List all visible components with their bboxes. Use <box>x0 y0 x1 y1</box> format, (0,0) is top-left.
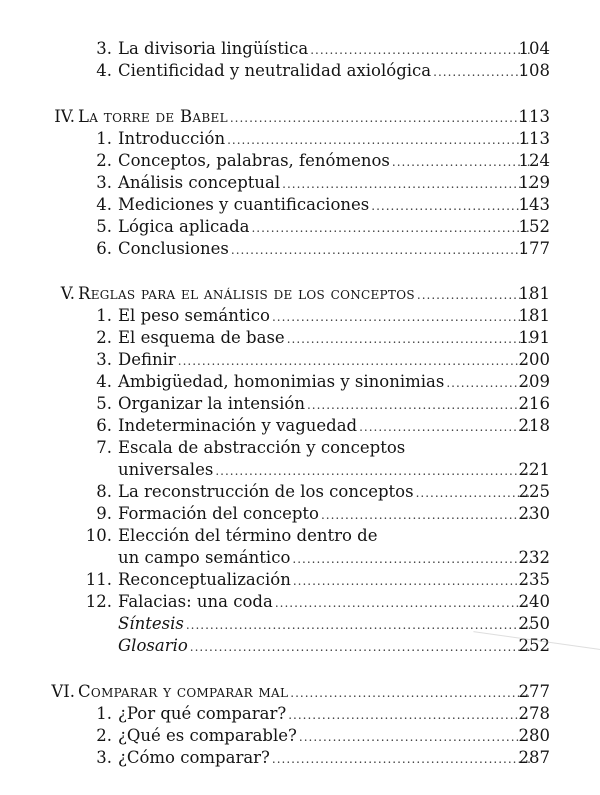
toc-entry-label: Reconceptualización <box>118 570 291 589</box>
toc-entry-label: Mediciones y cuantificaciones <box>118 195 370 214</box>
toc-entry-row <box>0 725 600 747</box>
toc-entry-number: 10. <box>85 526 112 545</box>
toc-page-number: 124 <box>518 151 550 170</box>
toc-entry-title <box>78 681 532 704</box>
toc-entry-title <box>78 283 532 306</box>
toc-page-number: 230 <box>518 504 550 523</box>
toc-page-number: 287 <box>518 748 550 767</box>
leader-dots <box>292 548 530 570</box>
leader-dots <box>272 748 530 770</box>
toc-entry-row <box>0 525 600 547</box>
leader-dots <box>251 217 530 239</box>
toc-entry-label: La divisoria lingüística <box>118 39 309 58</box>
toc-page-number: 104 <box>518 39 550 58</box>
toc-entry-number: 1. <box>96 704 112 723</box>
toc-entry-title <box>118 459 532 482</box>
toc-entry-number: V. <box>60 284 75 303</box>
toc-entry-title <box>118 150 532 173</box>
toc-entry-title <box>118 216 532 239</box>
leader-dots <box>230 107 530 129</box>
leader-dots <box>299 726 530 748</box>
toc-page-number: 240 <box>518 592 550 611</box>
toc-entry-row <box>0 503 600 525</box>
toc-chapter-row <box>0 283 600 305</box>
toc-page-number: 250 <box>518 614 550 633</box>
toc-entry-label: Organizar la intensión <box>118 394 305 413</box>
leader-dots <box>321 504 530 526</box>
leader-dots <box>288 704 530 726</box>
toc-page-number: 113 <box>518 107 550 126</box>
toc-entry-label: ¿Cómo comparar? <box>118 748 270 767</box>
toc-entry-title <box>118 128 532 151</box>
toc-entry-row <box>0 194 600 216</box>
toc-entry-title <box>118 238 532 261</box>
toc-entry-title <box>118 194 532 217</box>
toc-entry-label: Conclusiones <box>118 239 229 258</box>
toc-page-number: 209 <box>518 372 550 391</box>
toc-entry-row <box>0 393 600 415</box>
toc-entry-title <box>118 725 532 748</box>
toc-entry-number: 1. <box>96 129 112 148</box>
toc-entry-number: 11. <box>85 570 112 589</box>
toc-entry-title <box>118 503 532 526</box>
leader-dots <box>293 570 530 592</box>
toc-entry-row <box>0 437 600 459</box>
toc-page-number: 152 <box>518 217 550 236</box>
toc-entry-title <box>118 393 532 416</box>
toc-entry-row <box>0 591 600 613</box>
toc-entry-row <box>0 60 600 82</box>
toc-entry-row <box>0 371 600 393</box>
toc-entry-row <box>0 349 600 371</box>
toc-entry-row <box>0 128 600 150</box>
toc-entry-number: 2. <box>96 151 112 170</box>
leader-dots <box>215 460 530 482</box>
toc-entry-number: 5. <box>96 394 112 413</box>
toc-chapter-row <box>0 106 600 128</box>
toc-entry-title <box>118 591 532 614</box>
toc-entry-number: 1. <box>96 306 112 325</box>
toc-page-number: 278 <box>518 704 550 723</box>
toc-page-number: 113 <box>518 129 550 148</box>
leader-dots <box>227 129 530 151</box>
toc-entry-row <box>0 327 600 349</box>
toc-entry-label: Comparar y comparar mal <box>78 682 289 701</box>
toc-entry-row <box>0 547 600 569</box>
toc-entry-label: Indeterminación y vaguedad <box>118 416 358 435</box>
toc-page-number: 218 <box>518 416 550 435</box>
toc-entry-label: Reglas para el análisis de los conceptos <box>78 284 415 303</box>
toc-entry-row <box>0 481 600 503</box>
toc-entry-number: 6. <box>96 239 112 258</box>
toc-entry-row <box>0 459 600 481</box>
toc-entry-row <box>0 305 600 327</box>
toc-page-number: 280 <box>518 726 550 745</box>
toc-entry-title <box>118 613 532 636</box>
toc-entry-number: 3. <box>96 748 112 767</box>
leader-dots <box>307 394 530 416</box>
toc-entry-label: Formación del concepto <box>118 504 319 523</box>
toc-entry-label: ¿Por qué comparar? <box>118 704 287 723</box>
toc-entry-title <box>118 60 532 83</box>
toc-entry-title <box>118 547 532 570</box>
toc-entry-title <box>118 747 532 770</box>
toc-entry-label: El peso semántico <box>118 306 270 325</box>
toc-page-number: 216 <box>518 394 550 413</box>
toc-page-number: 200 <box>518 350 550 369</box>
toc-entry-title <box>118 327 532 350</box>
toc-page-number: 232 <box>518 548 550 567</box>
toc-entry-label: Introducción <box>118 129 226 148</box>
toc-page-number: 108 <box>518 61 550 80</box>
toc-page-number: 277 <box>518 682 550 701</box>
leader-dots <box>287 328 530 350</box>
toc-entry-label: La torre de Babel <box>78 107 228 126</box>
toc-entry-title <box>118 415 532 438</box>
leader-dots <box>275 592 530 614</box>
toc-entry-title <box>118 349 532 372</box>
toc-entry-label: Elección del término dentro de <box>118 526 378 545</box>
toc-entry-number: 9. <box>96 504 112 523</box>
toc-entry-number: 4. <box>96 195 112 214</box>
toc-entry-label: un campo semántico <box>118 548 291 567</box>
toc-entry-number: 8. <box>96 482 112 501</box>
toc-entry-label: Falacias: una coda <box>118 592 273 611</box>
toc-page-number: 177 <box>518 239 550 258</box>
toc-entry-label: La reconstrucción de los conceptos <box>118 482 414 501</box>
toc-entry-row <box>0 415 600 437</box>
toc-entry-number: 3. <box>96 350 112 369</box>
toc-entry-row <box>0 150 600 172</box>
toc-entry-label: Análisis conceptual <box>118 173 281 192</box>
toc-entry-row <box>0 238 600 260</box>
toc-entry-number: 12. <box>85 592 112 611</box>
toc-entry-label: Síntesis <box>118 614 184 633</box>
toc-entry-row <box>0 172 600 194</box>
leader-dots <box>282 173 530 195</box>
toc-entry-label: Ambigüedad, homonimias y sinonimias <box>118 372 445 391</box>
toc-entry-title <box>118 305 532 328</box>
toc-entry-row <box>0 38 600 60</box>
leader-dots <box>231 239 530 261</box>
toc-entry-number: 4. <box>96 61 112 80</box>
toc-page-number: 191 <box>518 328 550 347</box>
toc-entry-number: 4. <box>96 372 112 391</box>
toc-entry-title <box>118 703 532 726</box>
leader-dots <box>290 682 530 704</box>
toc-entry-number: 3. <box>96 39 112 58</box>
toc-entry-number: IV. <box>54 107 75 126</box>
toc-page-number: 129 <box>518 173 550 192</box>
toc-entry-title <box>118 437 532 460</box>
toc-chapter-row <box>0 681 600 703</box>
toc-entry-label: Lógica aplicada <box>118 217 250 236</box>
leader-dots <box>310 39 530 61</box>
toc-entry-number: VI. <box>51 682 75 701</box>
toc-entry-label: El esquema de base <box>118 328 285 347</box>
toc-entry-label: Glosario <box>118 636 188 655</box>
toc-entry-row <box>0 216 600 238</box>
toc-entry-label: universales <box>118 460 214 479</box>
toc-page-number: 221 <box>518 460 550 479</box>
toc-entry-number: 5. <box>96 217 112 236</box>
toc-entry-title <box>118 371 532 394</box>
toc-entry-number: 7. <box>96 438 112 457</box>
toc-entry-label: Escala de abstracción y conceptos <box>118 438 406 457</box>
toc-entry-row <box>0 569 600 591</box>
toc-entry-row <box>0 747 600 769</box>
toc-entry-title <box>118 525 532 548</box>
toc-entry-number: 2. <box>96 328 112 347</box>
toc-page-number: 225 <box>518 482 550 501</box>
toc-entry-label: Definir <box>118 350 176 369</box>
toc-entry-label: Conceptos, palabras, fenómenos <box>118 151 390 170</box>
toc-entry-number: 6. <box>96 416 112 435</box>
toc-page-number: 252 <box>518 636 550 655</box>
toc-page-number: 235 <box>518 570 550 589</box>
toc-entry-title <box>118 481 532 504</box>
toc-entry-label: Cientificidad y neutralidad axiológica <box>118 61 432 80</box>
toc-entry-label: ¿Qué es comparable? <box>118 726 297 745</box>
toc-entry-title <box>78 106 532 129</box>
toc-entry-title <box>118 172 532 195</box>
toc-entry-title <box>118 569 532 592</box>
leader-dots <box>178 350 530 372</box>
toc-page-number: 181 <box>518 306 550 325</box>
leader-dots <box>272 306 530 328</box>
toc-entry-row <box>0 703 600 725</box>
toc-entry-row <box>0 613 600 635</box>
toc-page-number: 181 <box>518 284 550 303</box>
toc-entry-number: 3. <box>96 173 112 192</box>
toc-page-number: 143 <box>518 195 550 214</box>
toc-entry-number: 2. <box>96 726 112 745</box>
toc-entry-title <box>118 38 532 61</box>
